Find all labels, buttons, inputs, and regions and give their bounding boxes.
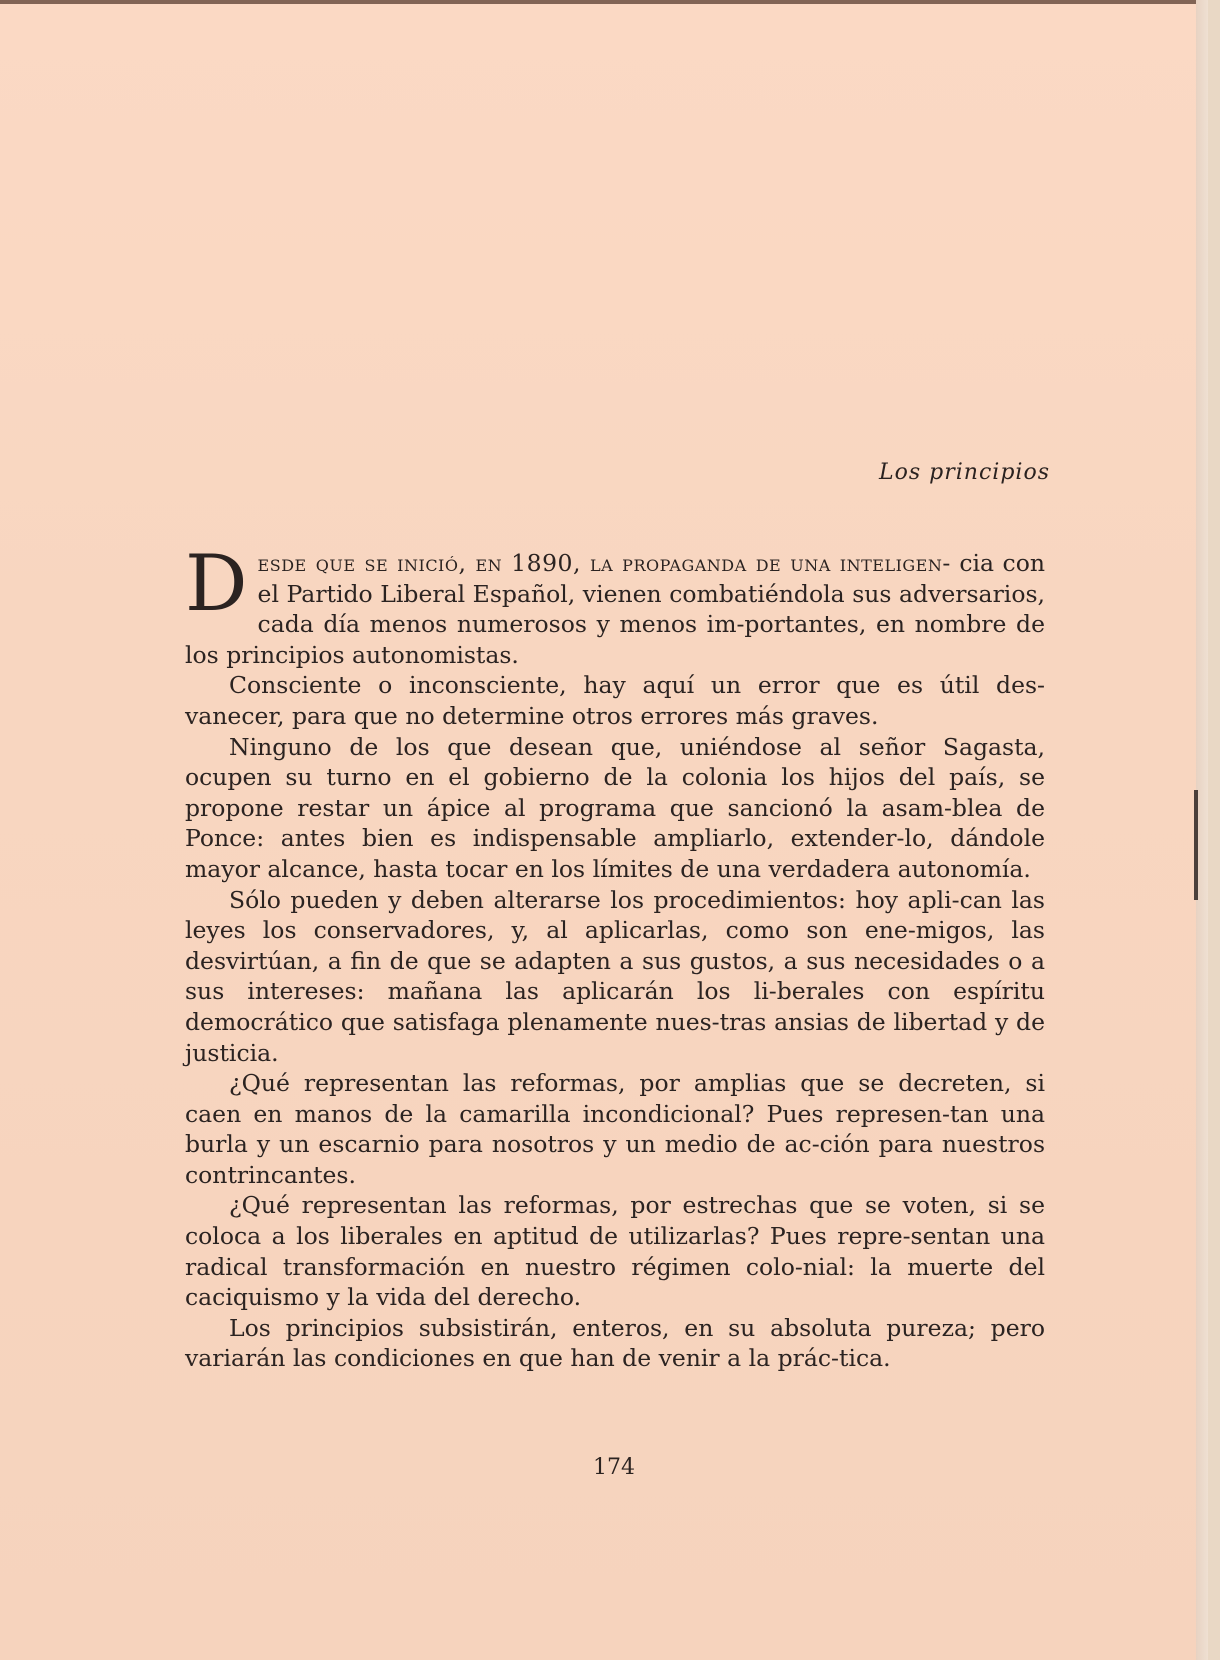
paragraph-1 <box>185 539 1045 670</box>
page-number: 174 <box>593 1455 635 1480</box>
lead-in-smallcaps: esde que se inició, en 1890, la propaganda de una inteligen- <box>257 549 951 577</box>
drop-cap: D <box>185 539 248 629</box>
page-edge-mark <box>1194 790 1198 900</box>
page-top-edge <box>0 0 1208 4</box>
paragraph-6: ¿Qué representan las reformas, por estrechas que se voten, si se coloca a los liberales en aptitud de utilizarlas? Pues repre-sentan una radical transformación en nuestro régimen colo-nial: la muerte del caciquismo y la vida del derecho. <box>185 1191 1045 1312</box>
paragraph-2: Consciente o inconsciente, hay aquí un error que es útil des-vanecer, para que no determine otros errores más graves. <box>185 671 1045 730</box>
body-text <box>185 539 1045 1374</box>
paragraph-3: Ninguno de los que desean que, uniéndose al señor Sagasta, ocupen su turno en el gobierno de la colonia los hijos del país, se propone restar un ápice al programa que sancionó la asam-blea de Ponce: antes bien es indispensable ampliarlo, extender-lo, dándole mayor alcance, hasta tocar en los límites de una verdadera autonomía. <box>185 732 1045 883</box>
paragraph-1-text: cia con el Partido Liberal Español, vienen combatiéndola sus adversarios, cada día menos numerosos y menos im-portantes, en nombre de los principios autonomistas. <box>185 549 1045 669</box>
paragraph-7: Los principios subsistirán, enteros, en su absoluta pureza; pero variarán las condiciones en que han de venir a la prác-tica. <box>185 1313 1045 1373</box>
paragraph-5: ¿Qué representan las reformas, por amplias que se decreten, si caen en manos de la camarilla incondicional? Pues represen-tan una burla y un escarnio para nosotros y un medio de ac-ción para nuestros contrincantes. <box>185 1069 1045 1189</box>
paragraph-4: Sólo pueden y deben alterarse los procedimientos: hoy apli-can las leyes los conservadores, y, al aplicarlas, como son ene-migos, las desvirtúan, a fin de que se adapten a sus gustos, a sus necesidades o a sus intereses: mañana las aplicarán los li-berales con espíritu democrático que satisfaga plenamente nues-tras ansias de libertad y de justicia. <box>185 885 1045 1067</box>
section-title: Los principios <box>879 460 1050 485</box>
